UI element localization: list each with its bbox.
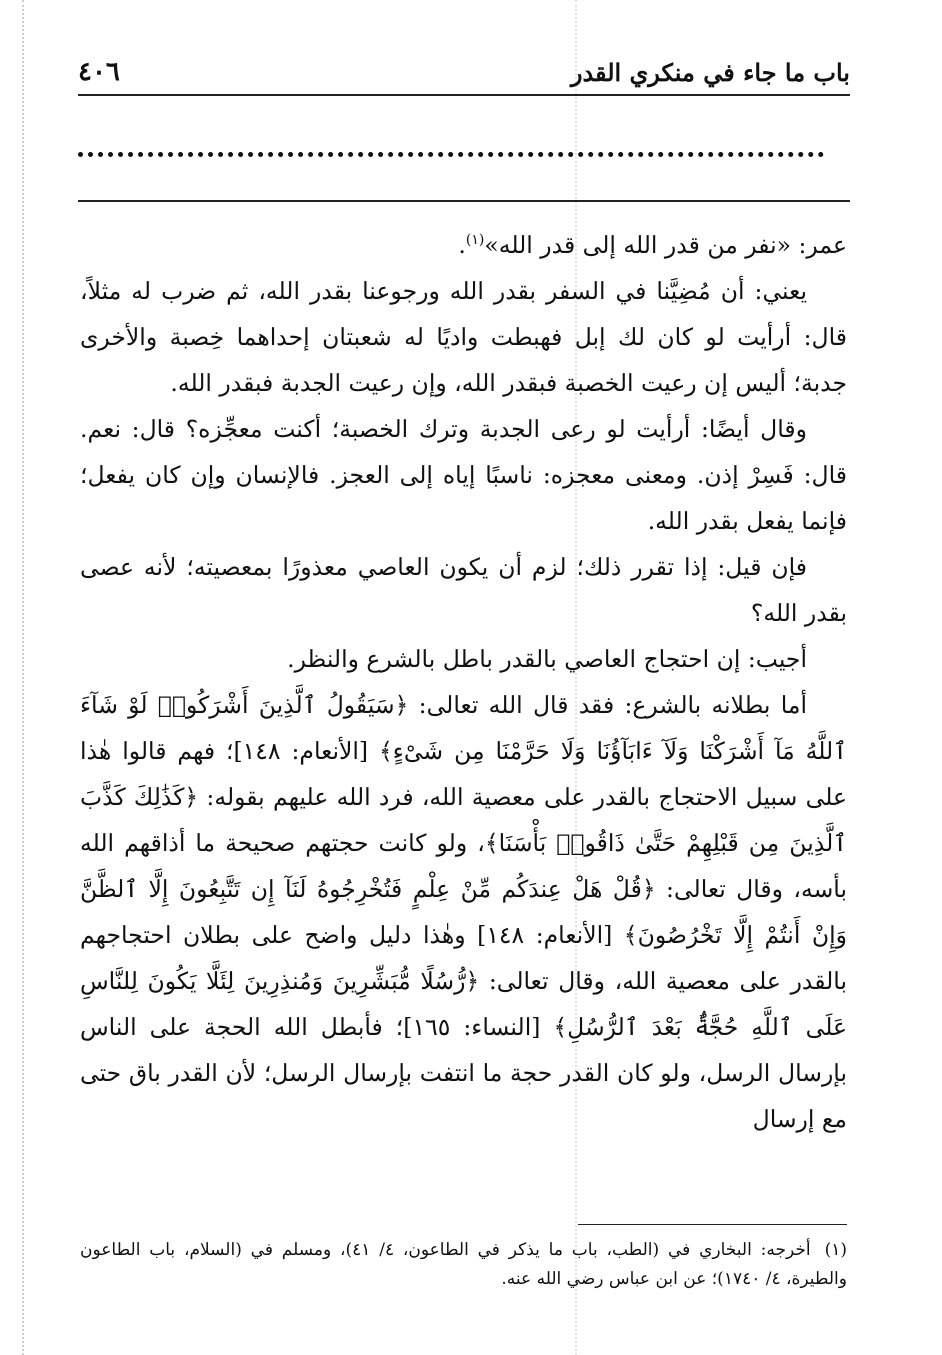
quote-text: عمر: «نفر من قدر الله إلى قدر الله»	[484, 231, 847, 259]
footnote-rule	[578, 1224, 847, 1225]
footnotes	[80, 1236, 847, 1294]
main-text	[80, 222, 847, 1142]
paragraph: فإن قيل: إذا تقرر ذلك؛ لزم أن يكون العاصي معذورًا بمعصيته؛ لأنه عصى بقدر الله؟	[80, 553, 847, 627]
paragraph: وقال أيضًا: أرأيت لو رعى الجدبة وترك الخصبة؛ أكنت معجِّزه؟ قال: نعم. قال: فَسِرْ إذن. ومعنى معجزه: ناسبًا إياه إلى العجز. فالإنسان وإن كان يفعل؛ فإنما يفعل بقدر الله.	[80, 415, 847, 535]
paragraph: أما بطلانه بالشرع: فقد قال الله تعالى: ﴿سَيَقُولُ ٱلَّذِينَ أَشْرَكُوا۟ لَوْ شَآءَ ٱللَّهُ مَآ أَشْرَكْنَا وَلَآ ءَابَآؤُنَا وَلَا حَرَّمْنَا مِن شَىْءٍ﴾ [الأنعام: ١٤٨]؛ فهم قالوا هٰذا على سبيل الاحتجاج بالقدر على معصية الله، فرد الله عليهم بقوله: ﴿كَذَٰلِكَ كَذَّبَ ٱلَّذِينَ مِن قَبْلِهِمْ حَتَّىٰ ذَاقُوا۟ بَأْسَنَا﴾، ولو كانت حجتهم صحيحة ما أذاقهم الله بأسه، وقال تعالى: ﴿قُلْ هَلْ عِندَكُم مِّنْ عِلْمٍ فَتُخْرِجُوهُ لَنَآ إِن تَتَّبِعُونَ إِلَّا ٱلظَّنَّ وَإِنْ أَنتُمْ إِلَّا تَخْرُصُونَ﴾ [الأنعام: ١٤٨] وهٰذا دليل واضح على بطلان احتجاجهم بالقدر على معصية الله، وقال تعالى: ﴿رُّسُلًا مُّبَشِّرِينَ وَمُنذِرِينَ لِئَلَّا يَكُونَ لِلنَّاسِ عَلَى ٱللَّهِ حُجَّةٌۢ بَعْدَ ٱلرُّسُلِ﴾ [النساء: ١٦٥]؛ فأبطل الله الحجة على الناس بإرسال الرسل، ولو كان القدر حجة ما انتفت بإرسال الرسل؛ لأن القدر باق حتى مع إرسال	[80, 691, 847, 1133]
running-title: باب ما جاء في منكري القدر	[570, 57, 850, 87]
paragraph	[80, 222, 847, 268]
page-header	[78, 50, 850, 94]
footnote	[80, 1236, 847, 1294]
header-rule	[78, 200, 850, 202]
paragraph: يعني: أن مُضِيَّنا في السفر بقدر الله ورجوعنا بقدر الله، ثم ضرب له مثلاً، قال: أرأيت لو كان لك إبل فهبطت واديًا له شعبتان إحداهما خِصبة والأخرى جدبة؛ أليس إن رعيت الخصبة فبقدر الله، وإن رعيت الجدبة فبقدر الله.	[80, 277, 847, 397]
dotted-separator	[78, 152, 824, 157]
footnote-ref[interactable]: (١)	[465, 232, 485, 249]
scan-fold-line	[22, 0, 24, 1355]
punctuation: .	[458, 231, 466, 259]
page-number: ٤٠٦	[78, 57, 120, 87]
header-rule	[78, 94, 850, 96]
footnote-mark: (١)	[824, 1240, 847, 1260]
paragraph: أجيب: إن احتجاج العاصي بالقدر باطل بالشرع والنظر.	[287, 645, 807, 673]
footnote-text: أخرجه: البخاري في (الطب، باب ما يذكر في الطاعون، ٤/ ٤١)، ومسلم في (السلام، باب الطاعون والطيرة، ٤/ ١٧٤٠)؛ عن ابن عباس رضي الله عنه.	[80, 1240, 847, 1289]
